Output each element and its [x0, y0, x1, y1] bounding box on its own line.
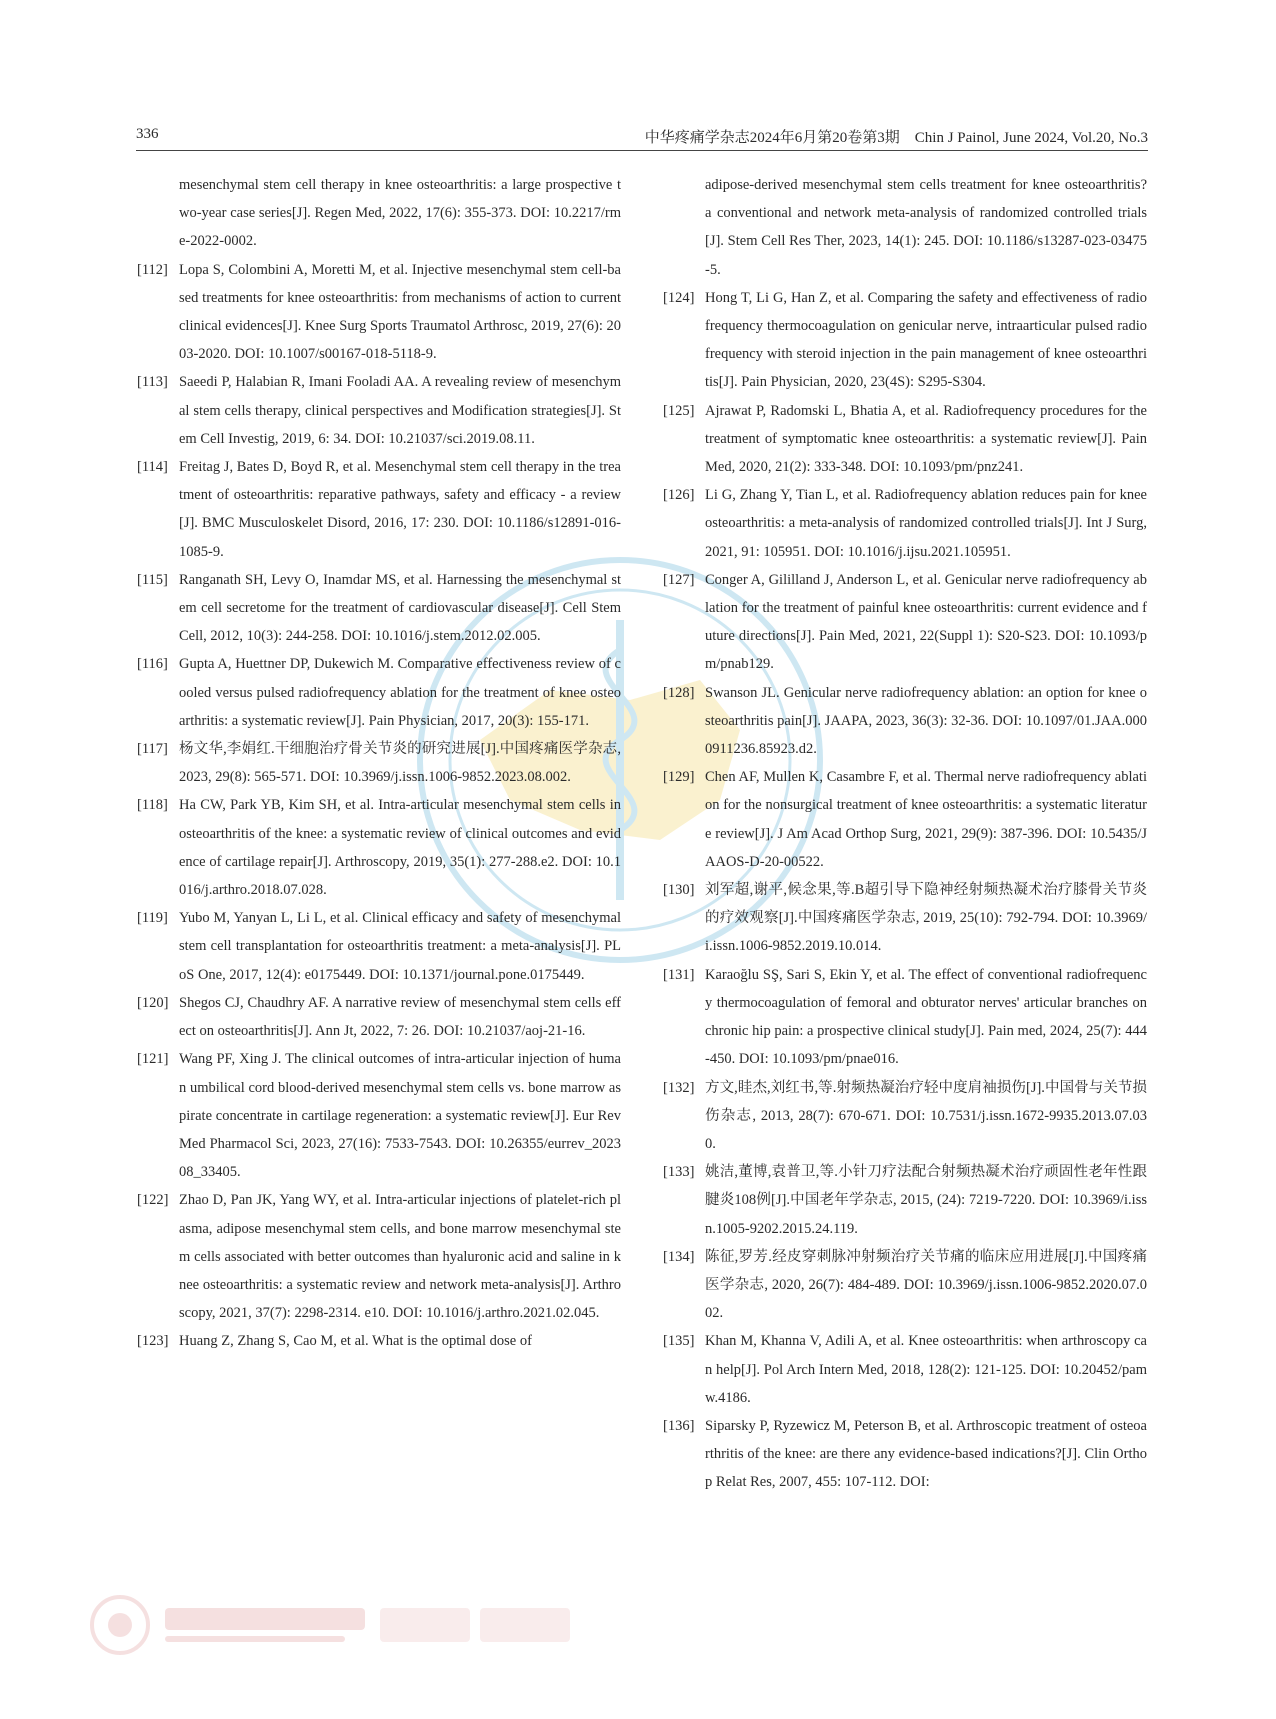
reference-number: [129]: [663, 769, 695, 786]
reference-text: Ajrawat P, Radomski L, Bhatia A, et al. Radiofrequency procedures for the treatment of symptomatic knee osteoarthritis: a systematic review[J]. Pain Med, 2020, 21(2): 333-348. DOI: 10.1093/pm/pnz241.: [705, 402, 1147, 476]
reference-number: [120]: [137, 994, 169, 1011]
reference-item: [137, 904, 621, 989]
page-number: 336: [136, 126, 159, 142]
reference-text: Hong T, Li G, Han Z, et al. Comparing the safety and effectiveness of radiofrequency thermocoagulation on genicular nerve, intraarticular pulsed radiofrequency with steroid injection in the pain management of knee osteoarthritis[J]. Pain Physician, 2020, 23(4S): S295-S304.: [705, 289, 1147, 391]
reference-item: [663, 1412, 1147, 1497]
reference-number: [122]: [137, 1192, 169, 1209]
reference-number: [136]: [663, 1417, 695, 1434]
reference-item: [663, 763, 1147, 876]
reference-text: Siparsky P, Ryzewicz M, Peterson B, et al. Arthroscopic treatment of osteoarthritis of the knee: are there any evidence-based indications?[J]. Clin Orthop Relat Res, 2007, 455: 107-112. DOI:: [705, 1417, 1147, 1491]
right-reference-column: [663, 171, 1147, 1497]
reference-number: [131]: [663, 966, 695, 983]
reference-item: [137, 566, 621, 651]
page-header: [136, 124, 1148, 151]
reference-item: [663, 171, 1147, 284]
reference-text: 姚洁,董博,袁普卫,等.小针刀疗法配合射频热凝术治疗顽固性老年性跟腱炎108例[J].中国老年学杂志, 2015, (24): 7219-7220. DOI: 10.3969/i.issn.1005-9202.2015.24.119.: [705, 1164, 1147, 1237]
reference-text: mesenchymal stem cell therapy in knee osteoarthritis: a large prospective two-year case series[J]. Regen Med, 2022, 17(6): 355-373. DOI: 10.2217/rme-2022-0002.: [179, 177, 621, 250]
reference-item: [137, 1327, 621, 1355]
reference-item: [137, 989, 621, 1045]
reference-text: Karaoğlu SŞ, Sari S, Ekin Y, et al. The effect of conventional radiofrequency thermocoagulation of femoral and obturator nerves' articular branches on chronic hip pain: a prospective clinical study[J]. Pain med, 2024, 25(7): 444-450. DOI: 10.1093/pm/pnae016.: [705, 966, 1147, 1068]
reference-text: Zhao D, Pan JK, Yang WY, et al. Intra-articular injections of platelet-rich plasma, adipose mesenchymal stem cells, and bone marrow mesenchymal stem cells associated with better outcomes than hyaluronic acid and saline in knee osteoarthritis: a systematic review and network meta-analysis[J]. Arthroscopy, 2021, 37(7): 2298-2314. e10. DOI: 10.1016/j.arthro.2021.02.045.: [179, 1192, 621, 1322]
reference-item: [663, 397, 1147, 482]
reference-text: 陈征,罗芳.经皮穿刺脉冲射频治疗关节痛的临床应用进展[J].中国疼痛医学杂志, 2020, 26(7): 484-489. DOI: 10.3969/j.issn.1006-9852.2020.07.002.: [705, 1248, 1147, 1322]
reference-number: [124]: [663, 289, 695, 306]
reference-number: [117]: [137, 741, 168, 758]
reference-text: Freitag J, Bates D, Boyd R, et al. Mesenchymal stem cell therapy in the treatment of osteoarthritis: reparative pathways, safety and efficacy - a review[J]. BMC Musculoskelet Disord, 2016, 17: 230. DOI: 10.1186/s12891-016-1085-9.: [179, 459, 621, 560]
reference-number: [116]: [137, 656, 168, 673]
publisher-logo-icon: [80, 1590, 600, 1660]
reference-item: [663, 284, 1147, 397]
reference-number: [113]: [137, 374, 168, 391]
reference-number: [115]: [137, 571, 168, 588]
reference-text: Ranganath SH, Levy O, Inamdar MS, et al. Harnessing the mesenchymal stem cell secretome for the treatment of cardiovascular disease[J]. Cell Stem Cell, 2012, 10(3): 244-258. DOI: 10.1016/j.stem.2012.02.005.: [179, 571, 621, 645]
reference-text: Yubo M, Yanyan L, Li L, et al. Clinical efficacy and safety of mesenchymal stem cell transplantation for osteoarthritis treatment: a meta-analysis[J]. PLoS One, 2017, 12(4): e0175449. DOI: 10.1371/journal.pone.0175449.: [179, 910, 621, 983]
reference-text: Conger A, Gililland J, Anderson L, et al. Genicular nerve radiofrequency ablation for the treatment of painful knee osteoarthritis: current evidence and future directions[J]. Pain Med, 2021, 22(Suppl 1): S20-S23. DOI: 10.1093/pm/pnab129.: [705, 571, 1147, 673]
reference-text: Khan M, Khanna V, Adili A, et al. Knee osteoarthritis: when arthroscopy can help[J]. Pol Arch Intern Med, 2018, 128(2): 121-125. DOI: 10.20452/pamw.4186.: [705, 1333, 1147, 1406]
reference-number: [121]: [137, 1051, 169, 1068]
reference-item: [663, 1158, 1147, 1243]
reference-number: [132]: [663, 1079, 695, 1096]
reference-item: [137, 735, 621, 791]
reference-item: [137, 368, 621, 453]
reference-text: adipose-derived mesenchymal stem cells treatment for knee osteoarthritis? a conventional and network meta-analysis of randomized controlled trials[J]. Stem Cell Res Ther, 2023, 14(1): 245. DOI: 10.1186/s13287-023-03475-5.: [705, 177, 1147, 278]
reference-number: [135]: [663, 1333, 695, 1350]
reference-item: [137, 650, 621, 735]
reference-item: [663, 1327, 1147, 1412]
reference-text: Huang Z, Zhang S, Cao M, et al. What is the optimal dose of: [179, 1333, 532, 1350]
reference-item: [663, 1074, 1147, 1159]
reference-item: [137, 171, 621, 256]
reference-item: [137, 791, 621, 904]
reference-text: Ha CW, Park YB, Kim SH, et al. Intra-articular mesenchymal stem cells in osteoarthritis of the knee: a systematic review of clinical outcomes and evidence of cartilage repair[J]. Arthroscopy, 2019, 35(1): 277-288.e2. DOI: 10.1016/j.arthro.2018.07.028.: [179, 797, 621, 899]
reference-item: [663, 679, 1147, 764]
reference-number: [112]: [137, 261, 168, 278]
reference-number: [118]: [137, 797, 168, 814]
reference-number: [123]: [137, 1333, 169, 1350]
reference-number: [125]: [663, 402, 695, 419]
journal-citation: 中华疼痛学杂志2024年6月第20卷第3期 Chin J Painol, June 2024, Vol.20, No.3: [644, 130, 1148, 146]
reference-text: Li G, Zhang Y, Tian L, et al. Radiofrequency ablation reduces pain for knee osteoarthritis: a meta-analysis of randomized controlled trials[J]. Int J Surg, 2021, 91: 105951. DOI: 10.1016/j.ijsu.2021.105951.: [705, 487, 1147, 560]
reference-number: [119]: [137, 910, 168, 927]
reference-item: [663, 1243, 1147, 1328]
reference-text: 刘军超,谢平,候念果,等.B超引导下隐神经射频热凝术治疗膝骨关节炎的疗效观察[J].中国疼痛医学杂志, 2019, 25(10): 792-794. DOI: 10.3969/i.issn.1006-9852.2019.10.014.: [705, 882, 1147, 955]
reference-item: [663, 481, 1147, 566]
reference-item: [137, 256, 621, 369]
reference-number: [130]: [663, 882, 695, 899]
reference-text: Shegos CJ, Chaudhry AF. A narrative review of mesenchymal stem cells effect on osteoarthritis[J]. Ann Jt, 2022, 7: 26. DOI: 10.21037/aoj-21-16.: [179, 994, 621, 1040]
left-reference-column: [137, 171, 621, 1356]
reference-text: Lopa S, Colombini A, Moretti M, et al. Injective mesenchymal stem cell-based treatments for knee osteoarthritis: from mechanisms of action to current clinical evidences[J]. Knee Surg Sports Traumatol Arthrosc, 2019, 27(6): 2003-2020. DOI: 10.1007/s00167-018-5118-9.: [179, 261, 621, 363]
reference-number: [134]: [663, 1248, 695, 1265]
reference-item: [663, 961, 1147, 1074]
reference-number: [114]: [137, 459, 168, 476]
reference-item: [663, 566, 1147, 679]
reference-item: [137, 1045, 621, 1186]
reference-text: Gupta A, Huettner DP, Dukewich M. Comparative effectiveness review of cooled versus pulsed radiofrequency ablation for the treatment of knee osteoarthritis: a systematic review[J]. Pain Physician, 2017, 20(3): 155-171.: [179, 656, 621, 729]
reference-text: Chen AF, Mullen K, Casambre F, et al. Thermal nerve radiofrequency ablation for the nonsurgical treatment of knee osteoarthritis: a systematic literature review[J]. J Am Acad Orthop Surg, 2021, 29(9): 387-396. DOI: 10.5435/JAAOS-D-20-00522.: [705, 769, 1147, 870]
reference-text: Saeedi P, Halabian R, Imani Fooladi AA. A revealing review of mesenchymal stem cells therapy, clinical perspectives and Modification strategies[J]. Stem Cell Investig, 2019, 6: 34. DOI: 10.21037/sci.2019.08.11.: [179, 374, 621, 447]
reference-text: Wang PF, Xing J. The clinical outcomes of intra-articular injection of human umbilical cord blood-derived mesenchymal stem cells vs. bone marrow aspirate concentrate in cartilage regeneration: a systematic review[J]. Eur Rev Med Pharmacol Sci, 2023, 27(16): 7533-7543. DOI: 10.26355/eurrev_202308_33405.: [179, 1051, 621, 1181]
reference-item: [663, 876, 1147, 961]
reference-text: 杨文华,李娟红.干细胞治疗骨关节炎的研究进展[J].中国疼痛医学杂志, 2023, 29(8): 565-571. DOI: 10.3969/j.issn.1006-9852.2023.08.002.: [179, 741, 621, 786]
reference-number: [128]: [663, 684, 695, 701]
reference-number: [126]: [663, 487, 695, 504]
reference-item: [137, 1186, 621, 1327]
reference-text: Swanson JL. Genicular nerve radiofrequency ablation: an option for knee osteoarthritis pain[J]. JAAPA, 2023, 36(3): 32-36. DOI: 10.1097/01.JAA.0000911236.85923.d2.: [705, 684, 1147, 758]
reference-number: [133]: [663, 1164, 695, 1181]
reference-item: [137, 453, 621, 566]
reference-number: [127]: [663, 571, 695, 588]
reference-text: 方文,眭杰,刘红书,等.射频热凝治疗轻中度肩袖损伤[J].中国骨与关节损伤杂志, 2013, 28(7): 670-671. DOI: 10.7531/j.issn.1672-9935.2013.07.030.: [705, 1079, 1147, 1152]
